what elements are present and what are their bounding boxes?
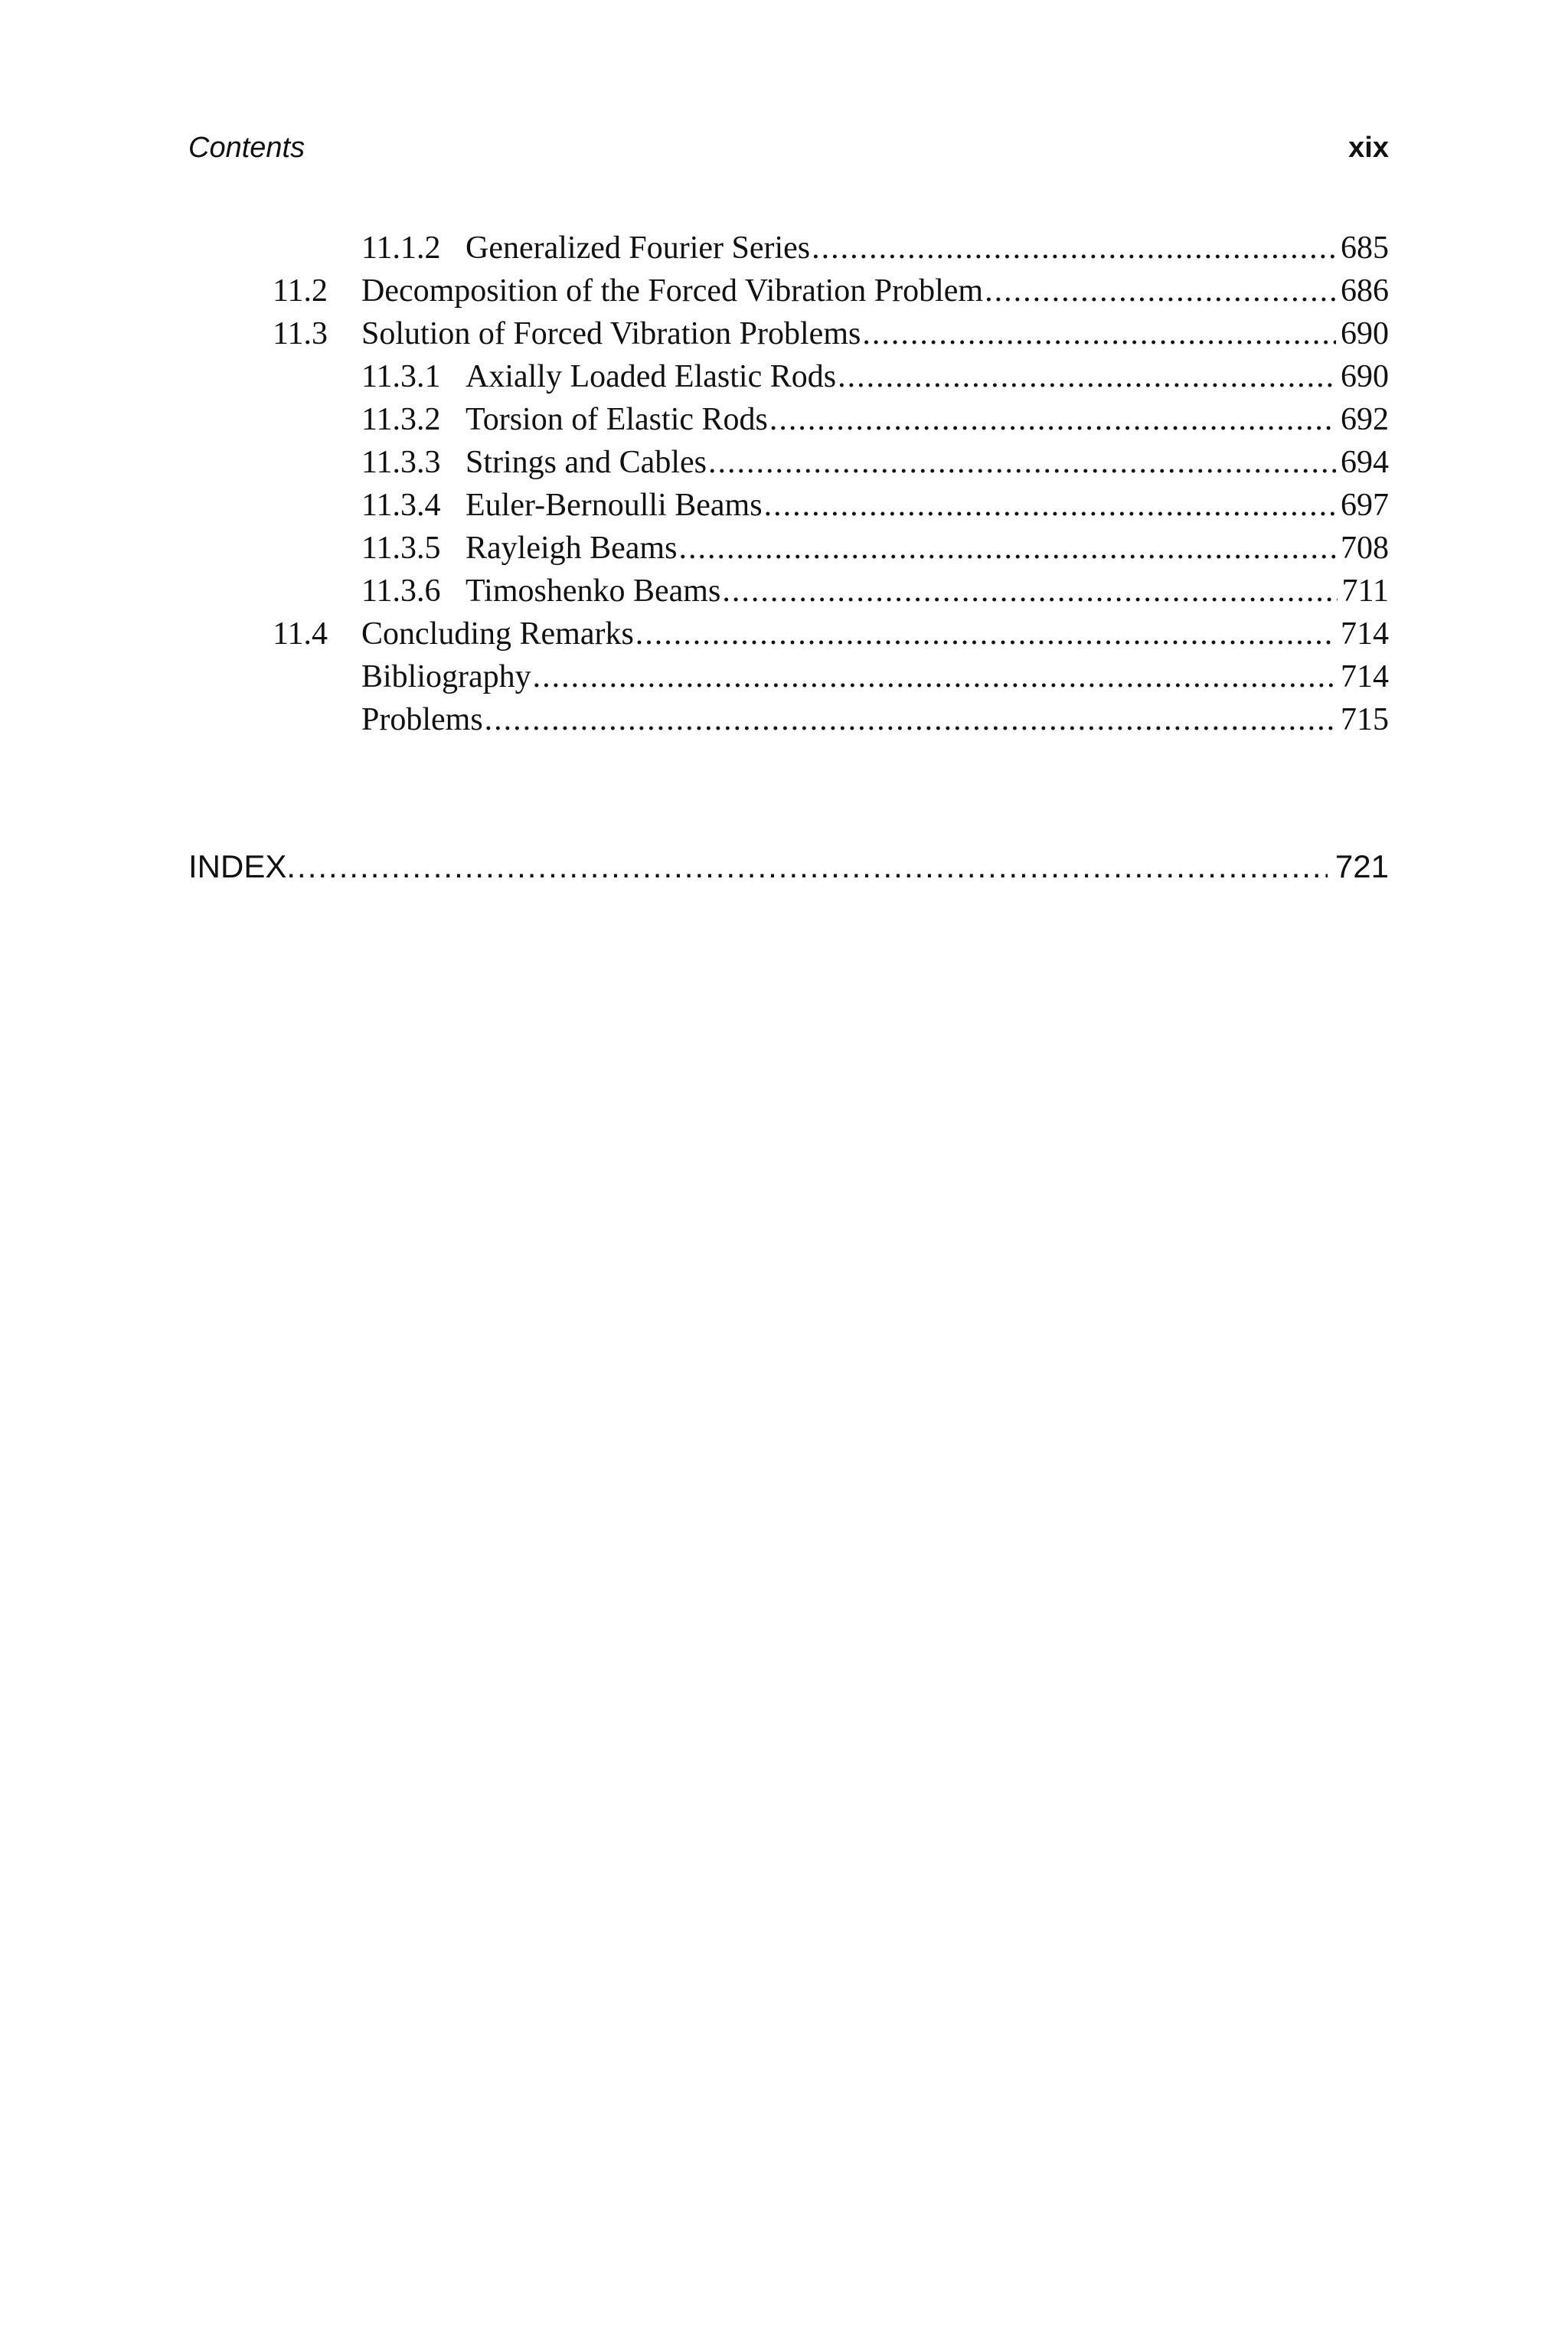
toc-entry-page: 692 [1341, 402, 1389, 437]
dot-leader [861, 315, 1336, 352]
toc-entry-page: 697 [1341, 488, 1389, 523]
toc-entry-number: 11.3 [273, 316, 328, 351]
toc-entry-number: 11.3.6 [361, 573, 441, 609]
toc-entry-title: INDEX [188, 848, 287, 884]
toc-entry-title: Euler-Bernoulli Beams [466, 488, 763, 523]
toc-entry-title: Concluding Remarks [361, 616, 634, 652]
toc-entry-page: 714 [1341, 616, 1389, 652]
toc-entry[interactable] [361, 701, 1389, 744]
toc-entry-title: Bibliography [361, 659, 531, 694]
dot-leader [286, 848, 1328, 885]
dot-leader [634, 616, 1336, 652]
toc-entry-title: Problems [361, 702, 483, 737]
toc-entry[interactable] [361, 230, 1389, 273]
dot-leader [483, 701, 1336, 738]
toc-entry-number: 11.2 [273, 273, 328, 309]
dot-leader [677, 530, 1336, 567]
toc-entry-title: Strings and Cables [466, 445, 707, 480]
toc-entry[interactable] [361, 487, 1389, 530]
dot-leader [810, 230, 1336, 266]
toc-entry-number: 11.3.3 [361, 445, 441, 480]
dot-leader [836, 358, 1336, 395]
toc-entry-title: Generalized Fourier Series [466, 230, 811, 266]
toc-entry-page: 690 [1341, 316, 1389, 351]
toc-entry-page: 715 [1341, 702, 1389, 737]
toc-entry-index[interactable] [188, 848, 1389, 894]
toc-entry[interactable] [361, 573, 1389, 616]
page-number: xix [1348, 132, 1389, 164]
toc-entry-page: 711 [1341, 573, 1389, 609]
running-head-title: Contents [188, 132, 305, 164]
toc-entry[interactable] [361, 530, 1389, 573]
toc-entry-page: 714 [1341, 659, 1389, 694]
toc-entry[interactable] [273, 315, 1389, 358]
toc-entry-title: Decomposition of the Forced Vibration Problem [361, 273, 984, 309]
toc-entry-page: 686 [1341, 273, 1389, 309]
toc-entry-title: Axially Loaded Elastic Rods [466, 359, 837, 394]
toc-entry-page: 690 [1341, 359, 1389, 394]
toc-entry[interactable] [361, 658, 1389, 701]
dot-leader [768, 401, 1336, 438]
toc-entry-page: 685 [1341, 230, 1389, 266]
toc-entry-title: Timoshenko Beams [466, 573, 721, 609]
dot-leader [720, 573, 1337, 609]
dot-leader [531, 658, 1336, 695]
toc-entry[interactable] [361, 444, 1389, 487]
toc-entry-title: Torsion of Elastic Rods [466, 402, 768, 437]
toc-entry-title: Solution of Forced Vibration Problems [361, 316, 861, 351]
toc-entry-number: 11.3.5 [361, 531, 441, 566]
toc-entry-number: 11.3.4 [361, 488, 441, 523]
dot-leader [707, 444, 1336, 481]
toc-entry[interactable] [273, 273, 1389, 315]
toc-entry-page: 721 [1334, 848, 1389, 884]
toc-entry-number: 11.1.2 [361, 230, 441, 266]
toc-entry-number: 11.3.1 [361, 359, 441, 394]
dot-leader [763, 487, 1336, 524]
toc-entry-page: 708 [1341, 531, 1389, 566]
toc-entry-number: 11.4 [273, 616, 328, 652]
toc-entry-page: 694 [1341, 445, 1389, 480]
toc-entry-number: 11.3.2 [361, 402, 441, 437]
dot-leader [983, 273, 1336, 309]
toc-entry[interactable] [361, 358, 1389, 401]
toc-entry[interactable] [361, 401, 1389, 444]
toc-entry-title: Rayleigh Beams [466, 531, 678, 566]
running-head [188, 132, 1389, 175]
toc-entry[interactable] [273, 616, 1389, 658]
